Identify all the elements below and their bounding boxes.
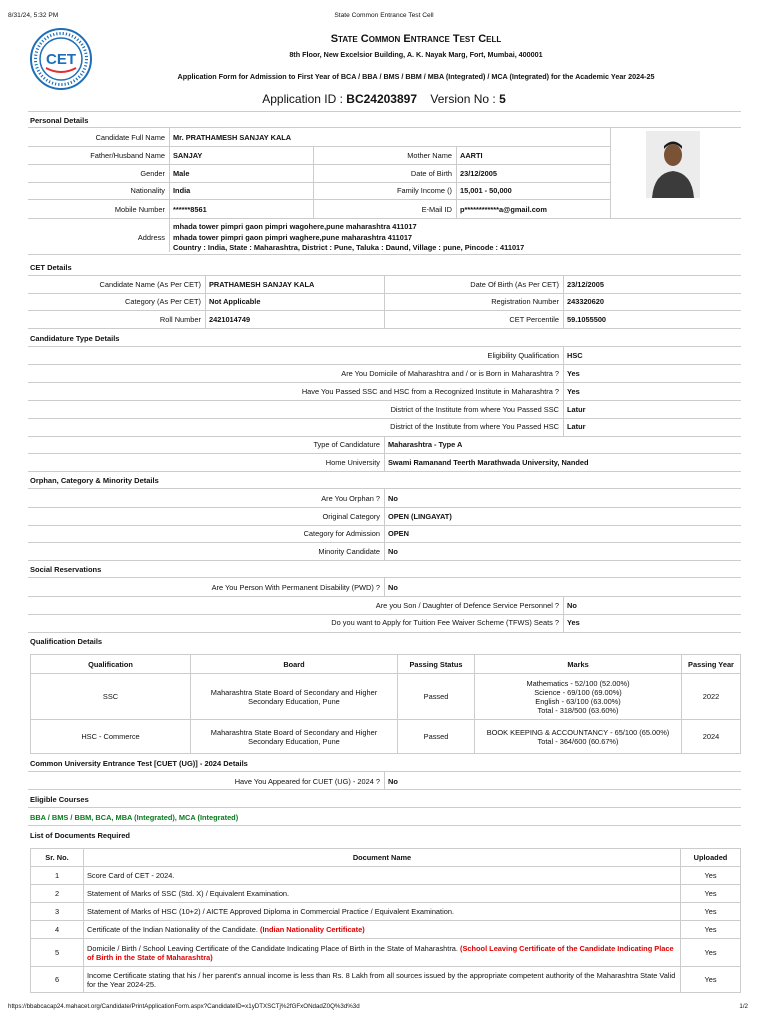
document-row: [31, 921, 741, 939]
version-value: 5: [499, 92, 506, 106]
label-cet-category: Category (As Per CET): [125, 297, 201, 306]
value-hsc-district: Latur: [567, 422, 586, 431]
cell-uploaded: Yes: [681, 885, 741, 903]
candidature-section-title: Candidature Type Details: [30, 334, 120, 343]
cuet-section-title: Common University Entrance Test [CUET (UG)] - 2024 Details: [30, 759, 248, 768]
label-nationality: Nationality: [130, 186, 165, 195]
th-marks: Marks: [475, 655, 682, 674]
document-name: Certificate of the Indian Nationality of the Candidate.: [87, 925, 258, 934]
cell-marks: [475, 674, 682, 720]
label-gender: Gender: [140, 169, 165, 178]
label-candidature-type: Type of Candidature: [313, 440, 380, 449]
value-cuet: No: [388, 777, 398, 786]
cell-board: Maharashtra State Board of Secondary and Higher Secondary Education, Pune: [191, 720, 398, 754]
cell-sr: 2: [31, 885, 84, 903]
value-email: p************a@gmail.com: [460, 205, 547, 214]
value-mobile: ******8561: [173, 205, 207, 214]
label-pwd: Are You Person With Permanent Disability (PWD) ?: [211, 583, 380, 592]
cell-sr: 1: [31, 867, 84, 885]
document-name: Income Certificate stating that his / her parent's annual income is less than Rs. 8 Lakh from all sources issued by the appropriate competent authority of the Maharashtra State Valid for the Year 2024-25.: [87, 970, 676, 989]
label-cet-name: Candidate Name (As Per CET): [99, 280, 201, 289]
print-url[interactable]: https://bbabcacap24.mahacet.org/Candidate/PrintApplicationForm.aspx?CandidateID=x1yDTXSCTj%2fGFxONdadZ0Q%3d%3d: [8, 1003, 360, 1010]
cell-sr: 5: [31, 939, 84, 967]
label-admission-category: Category for Admission: [303, 529, 380, 538]
eligible-courses: BBA / BMS / BBM, BCA, MBA (Integrated), MCA (Integrated): [30, 813, 239, 822]
value-orphan: No: [388, 494, 398, 503]
app-id-label: Application ID :: [262, 92, 343, 106]
value-address-line2: mhada tower pimpri gaon pimpri waghere,pune maharashtra 411017: [173, 233, 413, 242]
cell-document: [84, 967, 681, 993]
cell-uploaded: Yes: [681, 903, 741, 921]
th-uploaded: Uploaded: [681, 849, 741, 867]
document-name: Statement of Marks of HSC (10+2) / AICTE Approved Diploma in Commercial Practice / Equivalent Examination.: [87, 907, 455, 916]
print-datetime: 8/31/24, 5:32 PM: [8, 12, 59, 19]
label-family-income: Family Income (): [396, 186, 452, 195]
cell-status: Passed: [398, 720, 475, 754]
mark-line: Total - 364/600 (60.67%): [537, 736, 619, 746]
th-qualification: Qualification: [31, 655, 191, 674]
document-row: [31, 903, 741, 921]
label-dob: Date of Birth: [410, 169, 452, 178]
value-domicile: Yes: [567, 369, 580, 378]
documents-table: [30, 848, 741, 993]
cell-document: [84, 939, 681, 967]
cell-uploaded: Yes: [681, 939, 741, 967]
label-ssc-district: District of the Institute from where You Passed SSC: [390, 405, 559, 414]
qualification-header-row: [31, 655, 741, 674]
documents-header-row: [31, 849, 741, 867]
cell-document: [84, 867, 681, 885]
qualification-row: [31, 720, 741, 754]
qualification-section-title: Qualification Details: [30, 637, 103, 646]
document-name: Domicile / Birth / School Leaving Certificate of the Candidate Indicating Place of Birth in the State of Maharashtra.: [87, 943, 458, 953]
print-page-title: State Common Entrance Test Cell: [334, 12, 434, 19]
th-passing-year: Passing Year: [682, 655, 741, 674]
cell-board: Maharashtra State Board of Secondary and Higher Secondary Education, Pune: [191, 674, 398, 720]
value-dob: 23/12/2005: [460, 169, 497, 178]
value-passed-ssc-hsc: Yes: [567, 387, 580, 396]
cell-uploaded: Yes: [681, 967, 741, 993]
th-board: Board: [191, 655, 398, 674]
cell-document: [84, 885, 681, 903]
svg-text:CET: CET: [46, 51, 76, 68]
document-row: [31, 967, 741, 993]
value-cet-percentile: 59.1055500: [567, 315, 607, 324]
candidate-photo: [646, 131, 700, 198]
cet-logo: [30, 28, 92, 90]
label-orphan: Are You Orphan ?: [321, 494, 380, 503]
cell-qualification: SSC: [31, 674, 191, 720]
value-gender: Male: [173, 169, 190, 178]
personal-section-title: Personal Details: [30, 116, 89, 125]
org-address: 8th Floor, New Excelsior Building, A. K. Nayak Marg, Fort, Mumbai, 400001: [289, 50, 543, 59]
label-minority: Minority Candidate: [318, 547, 380, 556]
documents-section-title: List of Documents Required: [30, 831, 131, 840]
value-candidature-type: Maharashtra - Type A: [388, 440, 463, 449]
value-ssc-district: Latur: [567, 405, 586, 414]
value-eligibility-qualification: HSC: [567, 351, 583, 360]
document-row: [31, 867, 741, 885]
application-id-line: [0, 92, 768, 106]
label-original-category: Original Category: [322, 512, 380, 521]
cell-year: 2024: [682, 720, 741, 754]
th-document-name: Document Name: [84, 849, 681, 867]
cell-uploaded: Yes: [681, 921, 741, 939]
form-title: Application Form for Admission to First Year of BCA / BBA / BMS / BBM / MBA (Integrated) / MCA (Integrated) for the Academic Year 2024-25: [177, 72, 655, 81]
value-family-income: 15,001 - 50,000: [460, 186, 512, 195]
cell-sr: 6: [31, 967, 84, 993]
qualification-table: [30, 654, 741, 754]
value-roll-number: 2421014749: [209, 315, 251, 324]
label-domicile: Are You Domicile of Maharashtra and / or is Born in Maharashtra ?: [341, 369, 559, 378]
mark-line: English - 63/100 (63.00%): [535, 696, 621, 706]
cell-uploaded: Yes: [681, 867, 741, 885]
label-registration-number: Registration Number: [491, 297, 559, 306]
value-home-university: Swami Ramanand Teerth Marathwada University, Nanded: [388, 458, 589, 467]
eligible-section-title: Eligible Courses: [30, 795, 89, 804]
candidate-photo-silhouette: [646, 131, 700, 198]
document-row: [31, 885, 741, 903]
value-cet-name: PRATHAMESH SANJAY KALA: [209, 280, 315, 289]
cet-section-title: CET Details: [30, 263, 72, 272]
label-cuet: Have You Appeared for CUET (UG) - 2024 ?: [234, 777, 380, 786]
version-label: Version No :: [430, 92, 496, 106]
value-address-line1: mhada tower pimpri gaon pimpri wagohere,pune maharashtra 411017: [173, 222, 417, 231]
label-eligibility-qualification: Eligibility Qualification: [487, 351, 559, 360]
label-father-name: Father/Husband Name: [90, 151, 165, 160]
value-father-name: SANJAY: [173, 151, 203, 160]
label-cet-percentile: CET Percentile: [509, 315, 559, 324]
mark-line: Mathematics - 52/100 (52.00%): [526, 678, 630, 688]
cell-marks: [475, 720, 682, 754]
mark-line: BOOK KEEPING & ACCOUNTANCY - 65/100 (65.00%): [486, 727, 670, 737]
label-tfws: Do you want to Apply for Tuition Fee Waiver Scheme (TFWS) Seats ?: [331, 618, 559, 627]
th-sr-no: Sr. No.: [31, 849, 84, 867]
social-section-title: Social Reservations: [30, 565, 102, 574]
value-pwd: No: [388, 583, 398, 592]
org-name: State Common Entrance Test Cell: [330, 33, 502, 45]
value-tfws: Yes: [567, 618, 580, 627]
value-nationality: India: [173, 186, 191, 195]
cell-status: Passed: [398, 674, 475, 720]
document-name: Statement of Marks of SSC (Std. X) / Equivalent Examination.: [87, 889, 290, 898]
mark-line: Science - 69/100 (69.00%): [534, 687, 622, 697]
document-name: Score Card of CET - 2024.: [87, 871, 175, 880]
print-page-number: 1/2: [739, 1003, 748, 1010]
label-cet-dob: Date Of Birth (As Per CET): [470, 280, 559, 289]
app-id-value: BC24203897: [346, 92, 418, 106]
orphan-section-title: Orphan, Category & Minority Details: [30, 476, 159, 485]
value-admission-category: OPEN: [388, 529, 409, 538]
cell-document: [84, 921, 681, 939]
value-original-category: OPEN (LINGAYAT): [388, 512, 452, 521]
value-address-line3: Country : India, State : Maharashtra, District : Pune, Taluka : Daund, Village : pune, Pincode : 411017: [173, 243, 525, 252]
value-defence: No: [567, 601, 577, 610]
label-candidate-name: Candidate Full Name: [95, 133, 165, 142]
qualification-row: [31, 674, 741, 720]
cet-logo-emblem: [30, 28, 92, 90]
cell-year: 2022: [682, 674, 741, 720]
value-cet-category: Not Applicable: [209, 297, 261, 306]
label-home-university: Home University: [325, 458, 380, 467]
label-mobile: Mobile Number: [114, 205, 165, 214]
label-passed-ssc-hsc: Have You Passed SSC and HSC from a Recognized Institute in Maharashtra ?: [301, 387, 559, 396]
value-registration-number: 243320620: [567, 297, 604, 306]
cell-sr: 4: [31, 921, 84, 939]
document-note: (Indian Nationality Certificate): [259, 925, 365, 934]
value-mother-name: AARTI: [460, 151, 483, 160]
value-minority: No: [388, 547, 398, 556]
document-note: (School Leaving Certificate of the Candidate Indicating Place of Birth in the State of Maharashtra): [87, 943, 674, 962]
cell-document: [84, 903, 681, 921]
label-defence: Are you Son / Daughter of Defence Service Personnel ?: [375, 601, 559, 610]
value-cet-dob: 23/12/2005: [567, 280, 604, 289]
value-candidate-name: Mr. PRATHAMESH SANJAY KALA: [173, 133, 292, 142]
label-hsc-district: District of the Institute from where You Passed HSC: [390, 422, 559, 431]
label-mother-name: Mother Name: [407, 151, 452, 160]
cell-sr: 3: [31, 903, 84, 921]
th-passing-status: Passing Status: [398, 655, 475, 674]
document-row: [31, 939, 741, 967]
label-email: E-Mail ID: [421, 205, 452, 214]
mark-line: Total - 318/500 (63.60%): [537, 705, 619, 715]
cell-qualification: HSC - Commerce: [31, 720, 191, 754]
label-address: Address: [137, 233, 165, 242]
label-roll-number: Roll Number: [159, 315, 201, 324]
